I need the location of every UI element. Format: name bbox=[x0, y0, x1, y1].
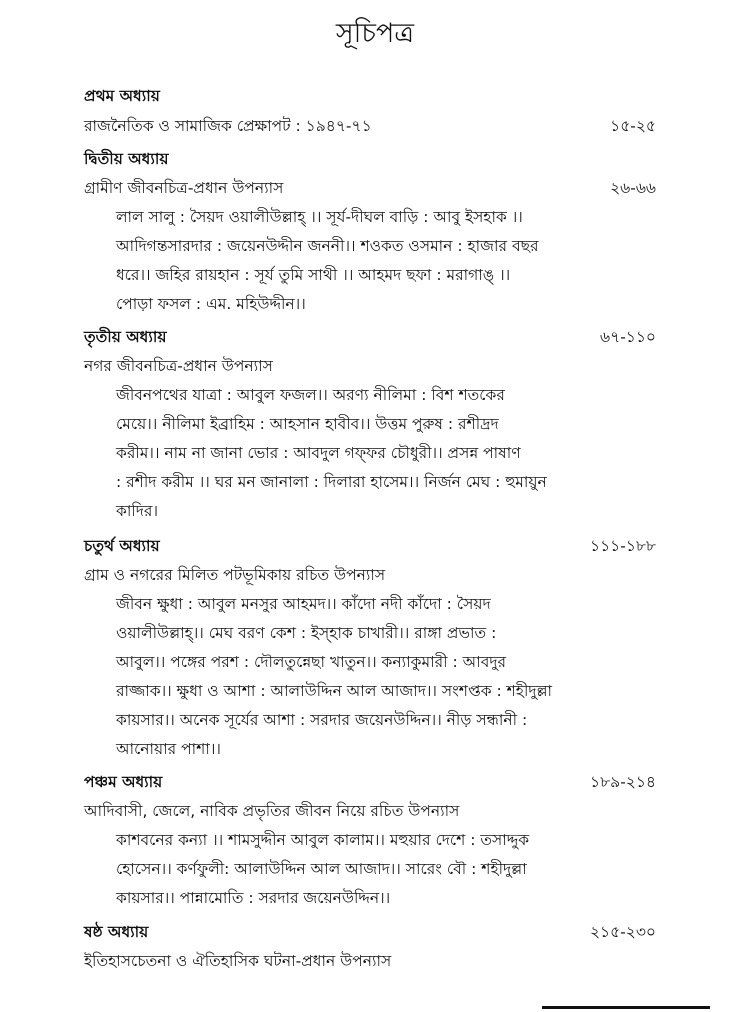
chapter-2-line-2: আদিগন্তসারদার : জয়েনউদ্দীন জননী।। শওকত ওসমান : হাজার বছর bbox=[116, 237, 539, 255]
chapter-3-line-1: জীবনপথের যাত্রা : আবুল ফজল।। অরণ্য নীলিমা : বিশ শতকের bbox=[116, 386, 505, 404]
chapter-2-line-3: ধরে।। জহির রায়হান : সূর্য তুমি সাথী ।। আহমদ ছফা : মরাগাঙ্ ।। bbox=[116, 266, 511, 284]
page-title: সূচিপত্র bbox=[335, 18, 415, 49]
chapter-6-pages: ২১৫-২৩০ bbox=[589, 923, 656, 941]
chapter-2-line-4: পোড়া ফসল : এম. মহিউদ্দীন।। bbox=[116, 295, 306, 313]
chapter-3-subtitle: নগর জীবনচিত্র-প্রধান উপন্যাস bbox=[84, 357, 273, 375]
chapter-3-pages: ৬৭-১১০ bbox=[600, 328, 656, 346]
chapter-4-heading: চতুর্থ অধ্যায় bbox=[84, 537, 160, 555]
chapter-5-pages: ১৮৯-২১৪ bbox=[590, 773, 656, 791]
chapter-4-line-1: জীবন ক্ষুধা : আবুল মনসুর আহমদ।। কাঁদো নদী কাঁদো : সৈয়দ bbox=[116, 595, 491, 613]
chapter-4-pages: ১১১-১৮৮ bbox=[590, 537, 656, 555]
chapter-2-line-1: লাল সালু : সৈয়দ ওয়ালীউল্লাহ্ ।। সূর্য-দীঘল বাড়ি : আবু ইসহাক ।। bbox=[116, 208, 523, 226]
chapter-5-line-2: হোসেন।। কর্ণফুলী: আলাউদ্দিন আল আজাদ।। সারেং বৌ : শহীদুল্লা bbox=[116, 860, 527, 878]
chapter-3-heading: তৃতীয় অধ্যায় bbox=[84, 328, 167, 346]
chapter-4-line-2: ওয়ালীউল্লাহ্।। মেঘ বরণ কেশ : ইস্হাক চাখারী।। রাঙ্গা প্রভাত : bbox=[116, 624, 497, 642]
chapter-2-subtitle: গ্রামীণ জীবনচিত্র-প্রধান উপন্যাস bbox=[84, 179, 284, 197]
chapter-2-pages: ২৬-৬৬ bbox=[610, 179, 656, 197]
chapter-6-subtitle: ইতিহাসচেতনা ও ঐতিহাসিক ঘটনা-প্রধান উপন্যাস bbox=[84, 952, 392, 970]
chapter-2-heading: দ্বিতীয় অধ্যায় bbox=[84, 150, 169, 168]
chapter-1-heading: প্রথম অধ্যায় bbox=[84, 87, 160, 105]
chapter-3-line-4: : রশীদ করীম ।। ঘর মন জানালা : দিলারা হাসেম।। নির্জন মেঘ : হুমায়ুন bbox=[116, 473, 547, 491]
footer-rule bbox=[542, 1006, 710, 1009]
chapter-5-subtitle: আদিবাসী, জেলে, নাবিক প্রভৃতির জীবন নিয়ে রচিত উপন্যাস bbox=[84, 802, 460, 820]
chapter-4-subtitle: গ্রাম ও নগরের মিলিত পটভূমিকায় রচিত উপন্যাস bbox=[84, 566, 386, 584]
chapter-3-line-5: কাদির। bbox=[116, 502, 158, 520]
chapter-5-heading: পঞ্চম অধ্যায় bbox=[84, 773, 163, 791]
chapter-5-line-3: কায়সার।। পান্নামোতি : সরদার জয়েনউদ্দিন।। bbox=[116, 889, 391, 907]
chapter-1-pages: ১৫-২৫ bbox=[610, 117, 656, 135]
chapter-4-line-3: আবুল।। পঙ্গের পরশ : দৌলতুন্নেছা খাতুন।। কন্যাকুমারী : আবদুর bbox=[116, 653, 506, 671]
chapter-1-subtitle: রাজনৈতিক ও সামাজিক প্রেক্ষাপট : ১৯৪৭-৭১ bbox=[84, 117, 372, 135]
chapter-4-line-6: আনোয়ার পাশা।। bbox=[116, 740, 221, 758]
chapter-3-line-3: করীম।। নাম না জানা ভোর : আবদুল গফ্ফর চৌধুরী।। প্রসন্ন পাষাণ bbox=[116, 444, 521, 462]
chapter-4-line-5: কায়সার।। অনেক সূর্যের আশা : সরদার জয়েনউদ্দিন।। নীড় সন্ধানী : bbox=[116, 711, 528, 729]
chapter-5-line-1: কাশবনের কন্যা ।। শামসুদ্দীন আবুল কালাম।। মহুয়ার দেশে : তসাদ্দুক bbox=[116, 831, 530, 849]
chapter-4-line-4: রাজ্জাক।। ক্ষুধা ও আশা : আলাউদ্দিন আল আজাদ।। সংশপ্তক : শহীদুল্লা bbox=[116, 682, 553, 700]
chapter-6-heading: ষষ্ঠ অধ্যায় bbox=[84, 923, 149, 941]
chapter-3-line-2: মেয়ে।। নীলিমা ইব্রাহিম : আহসান হাবীব।। উত্তম পুরুষ : রশীদ্রদ bbox=[116, 415, 499, 433]
